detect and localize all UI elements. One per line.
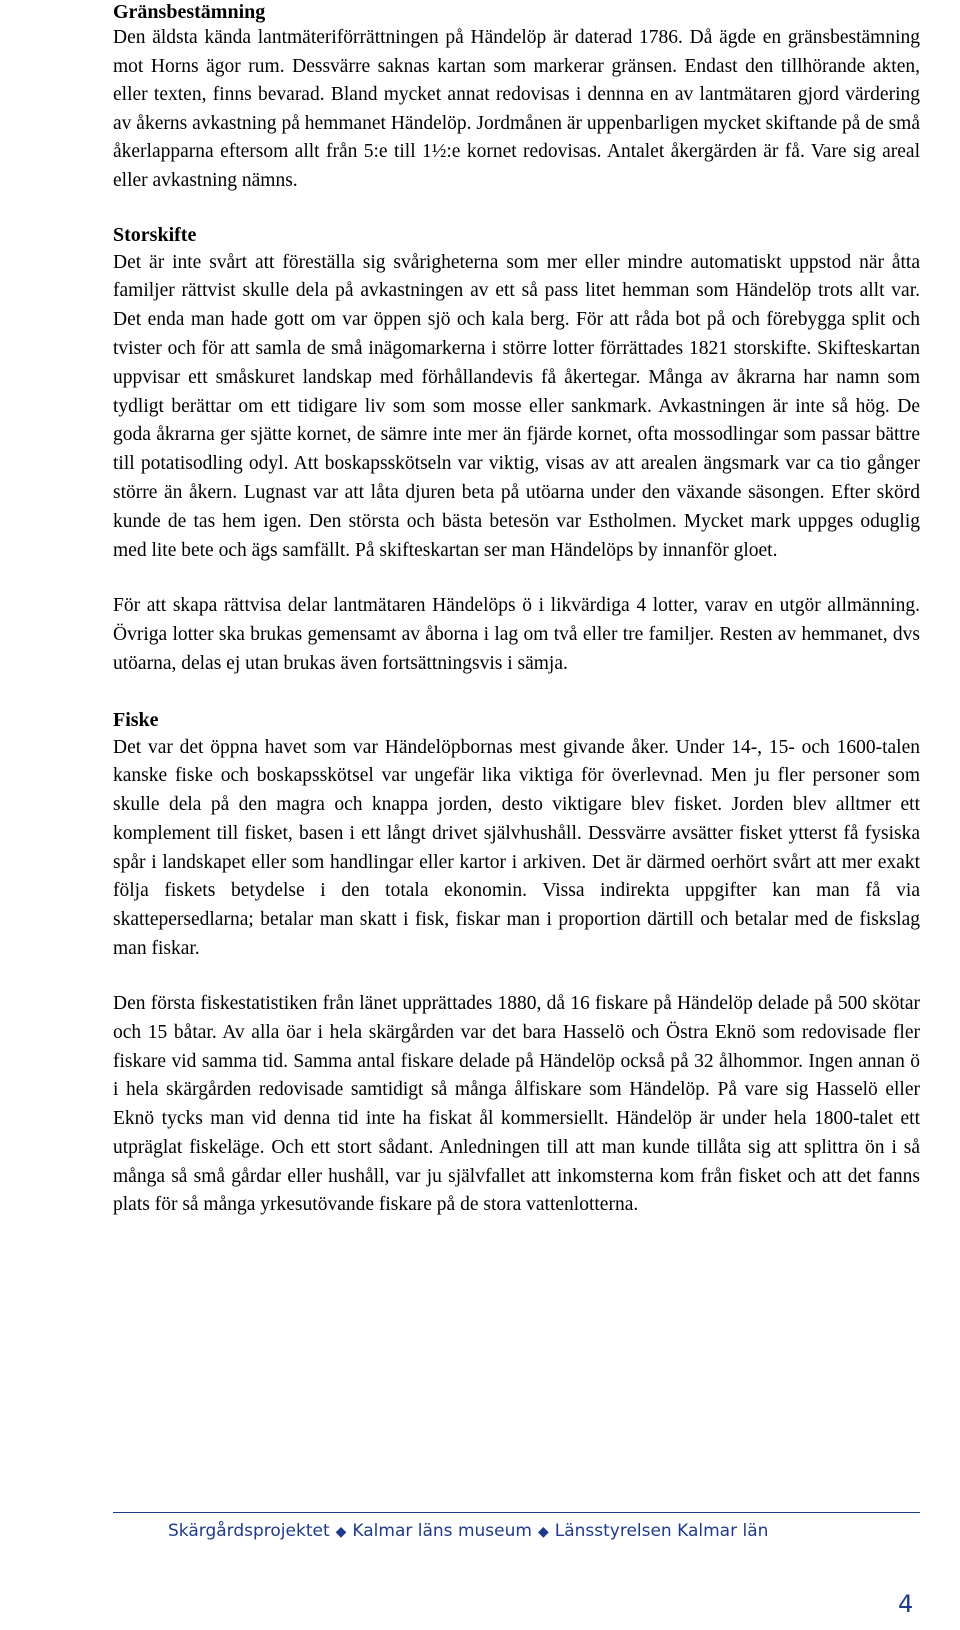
paragraph-storskifte-1: Det är inte svårt att föreställa sig svårigheterna som mer eller mindre automatiskt uppstod när åtta familjer rättvist skulle dela på avkastningen av ett så pass litet hemman som Händelöp trots allt var. Det enda man hade gott om var öppen sjö och kala berg. För att råda bot på och förebygga split och tvister och för att samla de små inägomarkerna i större lotter förrättades 1821 storskifte. Skifteskartan uppvisar ett småskuret landskap med förhållandevis få åkertegar. Många av åkrarna har namn som tydligt berättar om ett tidigare liv som som mosse eller sankmark. Avkastningen är inte så hög. De goda åkrarna ger sjätte kornet, de sämre inte mer än fjärde kornet, ofta mossodlingar som passar bättre till potatisodling odyl. Att boskapsskötseln var viktig, visas av att arealen ängsmark var ca tio gånger större än åkern. Lugnast var att låta djuren beta på utöarna under den växande säsongen. Efter skörd kunde de tas hem igen. Den största och bästa betesön var Estholmen. Mycket mark uppges oduglig med lite bete och ägs samfällt. På skifteskartan ser man Händelöps by innanför gloet. — [113, 251, 920, 561]
paragraph-gransbestamning: Den äldsta kända lantmäteriförrättningen på Händelöp är daterad 1786. Då ägde en gränsbestämning mot Horns ägor rum. Dessvärre saknas kartan som markerar gränsen. Endast den tillhörande akten, eller texten, finns bevarad. Bland mycket annat redovisas i dennna en av lantmätaren gjord värdering av åkerns avkastning på hemmanet Händelöp. Jordmånen är uppenbarligen mycket skiftande på de små åkerlapparna eftersom allt från 5:e till 1½:e kornet redovisas. Antalet åkergärden är få. Vare sig areal eller avkastning nämns. — [113, 27, 920, 191]
paragraph-fiske-2: Den första fiskestatistiken från länet upprättades 1880, då 16 fiskare på Händelöp delade på 500 skötar och 15 båtar. Av alla öar i hela skärgården var det bara Hasselö och Östra Eknö som redovisade fler fiskare vid samma tid. Samma antal fiskare delade på Händelöp också på 32 ålhommor. Ingen annan ö i hela skärgården redovisade samtidigt så många ålfiskare som Händelöp. På vare sig Hasselö eller Eknö tycks man vid denna tid inte ha fiskat ål kommersiellt. Händelöp är under hela 1800-talet ett utpräglat fiskeläge. Och ett stort sådant. Anledningen till att man kunde tillåta sig att splittra ön i så många så små gårdar eller hushåll, var ju självfallet att inkomsterna kom från fisket och att det fanns plats för så många yrkesutövande fiskare på de stora vattenlotterna. — [113, 993, 920, 1216]
section-spacer — [113, 196, 920, 221]
paragraph-spacer — [113, 963, 920, 990]
section-heading-gransbestamning: Gränsbestämning — [113, 1, 266, 23]
footer-divider — [113, 1512, 920, 1513]
section-spacer — [113, 679, 920, 706]
page-footer — [168, 1521, 768, 1541]
footer-item-lansstyrelsen: Länsstyrelsen Kalmar län — [554, 1521, 769, 1541]
section-heading-storskifte: Storskifte — [113, 223, 197, 246]
document-page — [113, 0, 920, 1220]
paragraph-storskifte-2: För att skapa rättvisa delar lantmätaren Händelöps ö i likvärdiga 4 lotter, varav en utgör allmänning. Övriga lotter ska brukas gemensamt av åborna i lag om två eller tre familjer. Resten av hemmanet, dvs utöarna, delas ej utan brukas även fortsättningsvis i sämja. — [113, 595, 920, 674]
diamond-separator-icon: ◆ — [335, 1524, 347, 1540]
paragraph-fiske-1: Det var det öppna havet som var Händelöpbornas mest givande åker. Under 14-, 15- och 1600-talen kanske fiske och boskapsskötsel var ungefär lika viktiga för överlevnad. Men ju fler personer som skulle dela på den magra och knappa jorden, desto viktigare blev fisket. Jorden blev alltmer ett komplement till fisket, basen i ett långt drivet självhushåll. Dessvärre avsätter fisket ytterst få fysiska spår i landskapet eller som handlingar eller kartor i arkiven. Det är därmed oerhört svårt att mer exakt följa fiskets betydelse i den totala ekonomin. Vissa indirekta uppgifter kan man få via skattepersedlarna; betalar man skatt i fisk, fiskar man i proportion därtill och betalar med de fiskslag man fiskar. — [113, 736, 920, 959]
page-number: 4 — [898, 1590, 914, 1618]
footer-item-museum: Kalmar läns museum — [352, 1521, 532, 1541]
footer-item-skargardsprojektet: Skärgårdsprojektet — [168, 1521, 330, 1541]
section-heading-fiske: Fiske — [113, 708, 159, 731]
diamond-separator-icon: ◆ — [537, 1524, 549, 1540]
paragraph-spacer — [113, 565, 920, 592]
